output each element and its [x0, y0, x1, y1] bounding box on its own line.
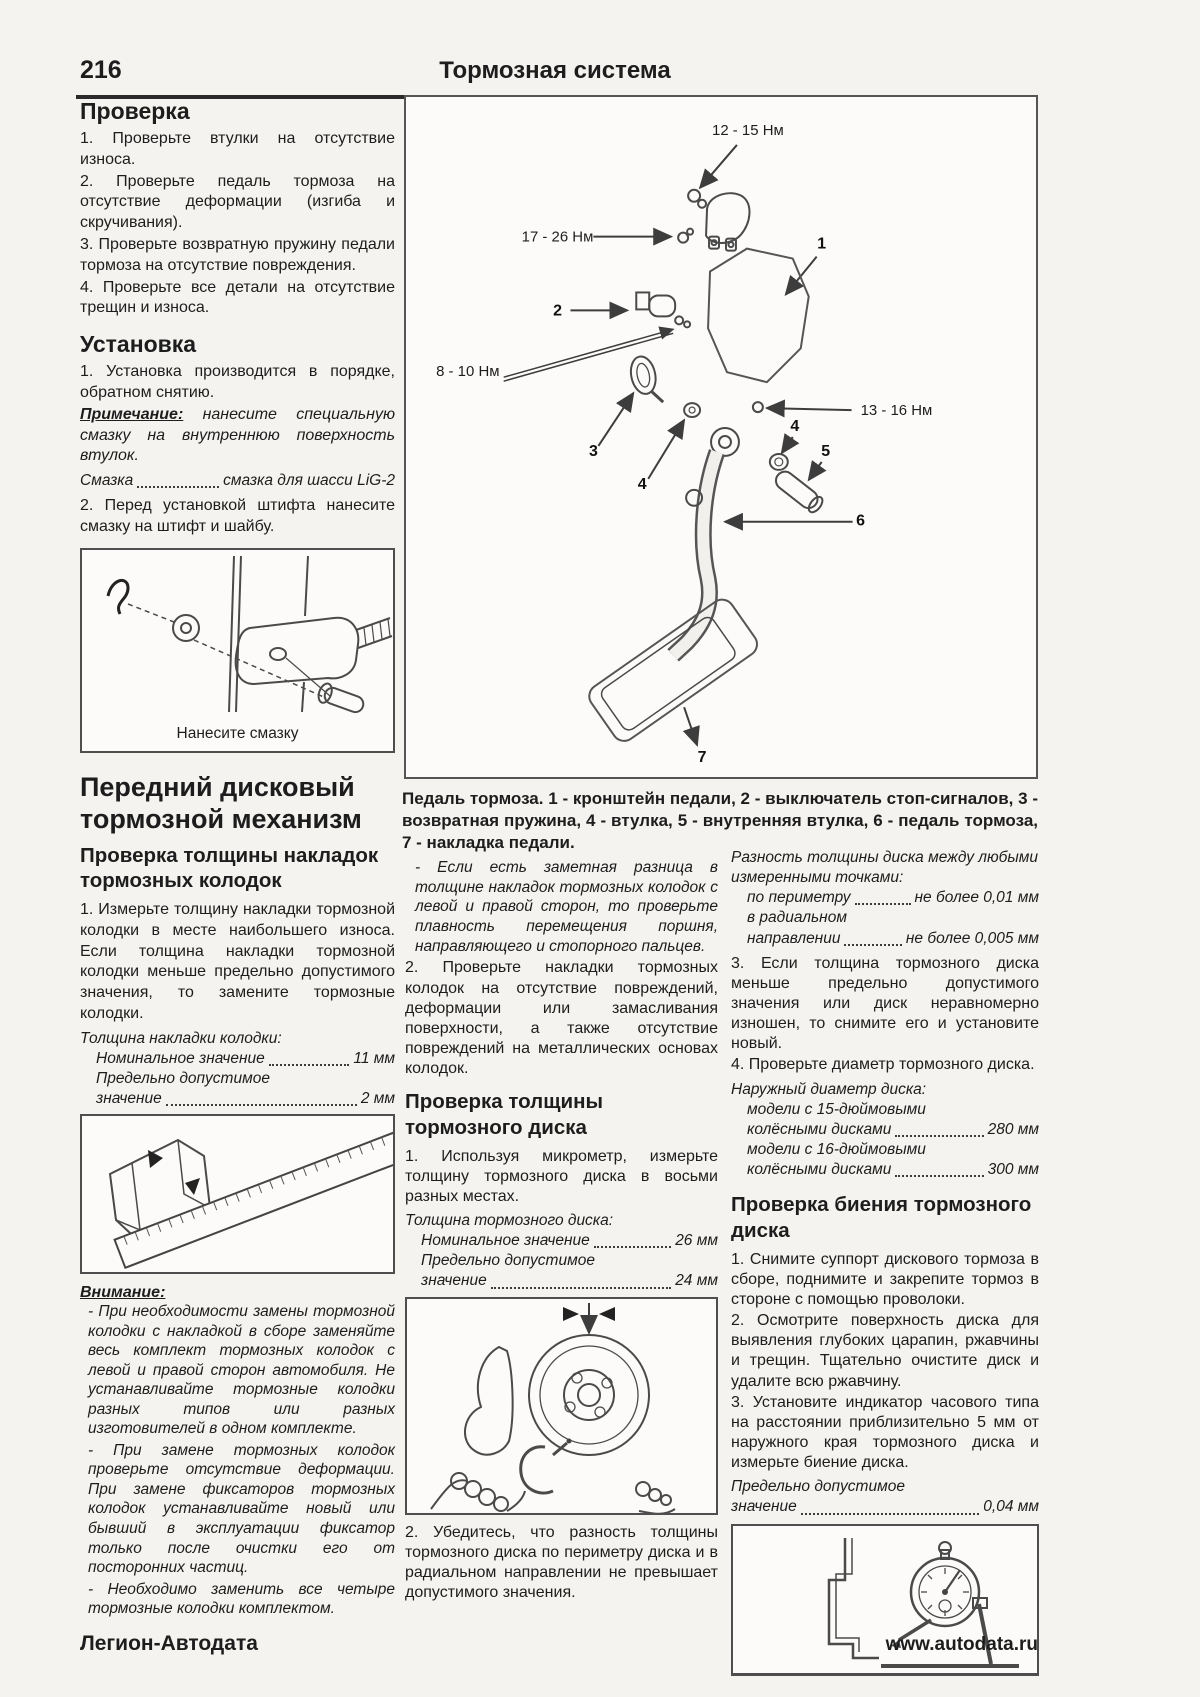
dotted-leader — [137, 486, 219, 488]
pad-check-step2: 2. Проверьте накладки тормозных колодок на отсутствие повреждений, деформации или замасливания поверхности, а также отсутствие повреждений на металлических основах колодок. — [405, 959, 718, 1078]
runout-limit-label-line1: Предельно допустимое — [731, 1478, 905, 1496]
grease-figure-caption: Нанесите смазку — [176, 724, 299, 742]
radial-label-line1: в радиальном — [747, 909, 847, 927]
note-label: Примечание: — [80, 405, 184, 423]
torque-label-left: 17 - 26 Нм — [521, 228, 594, 246]
disc-thickness-step3: 3. Если толщина тормозного диска меньше предельно допустимого значения или диск неравномерно изношен, то снимите его и установите новый. — [731, 954, 1039, 1053]
torque-label-rod: 8 - 10 Нм — [436, 363, 500, 381]
front-disc-title: Передний дисковый тормозной механизм — [80, 772, 362, 834]
warning-item: - При необходимости замены тормозной колодки с накладкой в сборе заменяйте весь комплект тормозных колодок с левой и правой сторон автомобиля. Не устанавливайте тормозные колодки разных типов или разных изготовителей в одном комплекте. — [88, 1303, 395, 1438]
pad-nominal-label: Номинальное значение — [96, 1049, 265, 1067]
runout-step2: 2. Осмотрите поверхность диска для выявления глубоких царапин, ржавчины и трещин. Тщательно очистите диск и удалите всю ржавчину. — [731, 1312, 1039, 1390]
pad-nominal-value: 11 мм — [353, 1049, 395, 1067]
disc-thickness-step1: 1. Используя микрометр, измерьте толщину тормозного диска в восьми разных местах. — [405, 1147, 718, 1205]
middle-column — [405, 858, 718, 1604]
d16-label-line2: колёсными дисками — [747, 1161, 892, 1179]
radial-label-line2: направлении — [747, 929, 841, 947]
install-step1: 1. Установка производится в порядке, обратном снятию. — [80, 363, 395, 401]
pad-limit-value: 2 мм — [360, 1090, 395, 1108]
check-step: 2. Проверьте педаль тормоза на отсутствие деформации (изгиба и скручивания). — [80, 172, 395, 232]
note-text: нанесите специальную смазку на внутреннюю поверхность втулок. — [80, 405, 395, 465]
footer-publisher: Легион-Автодата — [80, 1632, 258, 1655]
disc-limit-label-line1: Предельно допустимое — [421, 1252, 595, 1270]
part-number-4b: 4 — [790, 418, 800, 436]
d15-label-line1: модели с 15-дюймовыми — [747, 1100, 926, 1118]
pedal-figure-caption: Педаль тормоза. 1 - кронштейн педали, 2 - выключатель стоп-сигналов, 3 - возвратная пружина, 4 - втулка, 5 - внутренняя втулка, 6 - педаль тормоза, 7 - накладка педали. — [402, 789, 1038, 853]
disc-limit-label-line2: значение — [421, 1272, 487, 1290]
part-number-4: 4 — [637, 475, 647, 493]
dotted-leader — [491, 1287, 671, 1289]
page-title: Тормозная система — [439, 57, 671, 84]
dotted-leader — [594, 1246, 671, 1248]
dotted-leader — [844, 944, 901, 946]
left-bottom-column — [80, 772, 395, 1621]
grease-drawing — [82, 550, 393, 718]
disc-limit-value: 24 мм — [675, 1272, 718, 1290]
torque-label-right: 13 - 16 Нм — [860, 402, 933, 420]
pedal-assembly-drawing — [406, 97, 1036, 777]
part-number-3: 3 — [588, 442, 598, 460]
pad-limit-label-line2: значение — [96, 1090, 162, 1108]
part-number-2: 2 — [553, 302, 562, 320]
pad-thickness-figure — [80, 1114, 395, 1274]
pad-thickness-drawing — [82, 1116, 393, 1272]
warning-label: Внимание: — [80, 1284, 166, 1302]
dotted-leader — [895, 1135, 983, 1137]
disc-thickness-heading: Проверка толщины тормозного диска — [405, 1090, 603, 1139]
diameter-title: Наружный диаметр диска: — [731, 1080, 927, 1098]
dotted-leader — [855, 903, 911, 905]
part-number-5: 5 — [821, 442, 831, 460]
runout-step3: 3. Установите индикатор часового типа на расстоянии приблизительно 5 мм от наружного края тормозного диска и измерьте биение диска. — [731, 1393, 1039, 1472]
pad-limit-label-line1: Предельно допустимое — [96, 1070, 270, 1088]
grease-spec-value: смазка для шасси LiG-2 — [223, 472, 395, 490]
perimeter-label: по периметру — [747, 889, 851, 907]
pad-spec-title: Толщина накладки колодки: — [80, 1029, 282, 1047]
check-step: 1. Проверьте втулки на отсутствие износа. — [80, 130, 395, 168]
runout-heading: Проверка биения тормозного диска — [731, 1193, 1032, 1242]
d15-value: 280 мм — [987, 1120, 1039, 1138]
disc-nominal-value: 26 мм — [675, 1232, 718, 1250]
grease-spec-label: Смазка — [80, 472, 134, 490]
radial-value: не более 0,005 мм — [905, 929, 1039, 947]
grease-figure — [80, 548, 395, 753]
disc-nominal-label: Номинальное значение — [421, 1232, 590, 1250]
warning-item: - Необходимо заменить все четыре тормозные колодки комплектом. — [88, 1580, 395, 1618]
page-number: 216 — [80, 56, 122, 84]
pad-side-note: - Если есть заметная разница в толщине накладок тормозных колодок с левой и правой сторон, то проверьте плавность перемещения поршня, направляющего и стопорного пальцев. — [415, 859, 718, 955]
runout-limit-value: 0,04 мм — [983, 1498, 1039, 1516]
warning-item: - При замене тормозных колодок проверьте отсутствие деформации. При замене фиксаторов тормозных колодок устанавливайте новый или бывший в эксплуатации фиксатор только после очистки его от посторонних частиц. — [88, 1441, 395, 1577]
disc-measure-drawing — [407, 1299, 716, 1513]
torque-label-top: 12 - 15 Нм — [712, 121, 784, 139]
check-heading: Проверка — [80, 98, 190, 124]
part-number-6: 6 — [856, 512, 865, 530]
perimeter-value: не более 0,01 мм — [914, 889, 1039, 907]
disc-thickness-step2: 2. Убедитесь, что разность толщины тормозного диска по периметру диска и в радиальном направлении не превышает допустимого значения. — [405, 1523, 718, 1602]
grease-symbol-icon — [108, 580, 128, 614]
d16-value: 300 мм — [987, 1161, 1039, 1179]
runout-limit-label-line2: значение — [731, 1498, 797, 1516]
pedal-assembly-figure — [404, 95, 1038, 779]
dotted-leader — [269, 1064, 350, 1066]
disc-measure-figure — [405, 1297, 718, 1515]
runout-step1: 1. Снимите суппорт дискового тормоза в сборе, поднимите и закрепите тормоз в стороне с помощью проволоки. — [731, 1250, 1039, 1308]
pad-check-heading: Проверка толщины накладок тормозных колодок — [80, 843, 379, 893]
d16-label-line1: модели с 16-дюймовыми — [747, 1141, 926, 1159]
install-heading: Установка — [80, 331, 197, 358]
dotted-leader — [166, 1104, 357, 1106]
part-number-7: 7 — [697, 748, 707, 766]
right-column — [731, 848, 1039, 1676]
variance-title: Разность толщины диска между любыми измеренными точками: — [731, 849, 1039, 887]
left-top-column — [80, 98, 395, 753]
disc-spec-title: Толщина тормозного диска: — [405, 1212, 614, 1230]
part-number-1: 1 — [817, 235, 827, 253]
d15-label-line2: колёсными дисками — [747, 1120, 892, 1138]
dotted-leader — [895, 1175, 983, 1177]
disc-thickness-step4: 4. Проверьте диаметр тормозного диска. — [731, 1056, 1035, 1074]
pad-check-step1: 1. Измерьте толщину накладки тормозной колодки в месте наибольшего износа. Если толщина накладки тормозной колодки меньше предельно допустимого значения, то замените тормозные колодки. — [80, 900, 395, 1022]
install-step2: 2. Перед установкой штифта нанесите смазку на штифт и шайбу. — [80, 497, 395, 536]
dotted-leader — [801, 1513, 980, 1515]
check-step: 4. Проверьте все детали на отсутствие трещин и износа. — [80, 278, 395, 317]
footer-website: www.autodata.ru — [885, 1634, 1038, 1655]
check-step: 3. Проверьте возвратную пружину педали тормоза на отсутствие повреждения. — [80, 235, 395, 274]
